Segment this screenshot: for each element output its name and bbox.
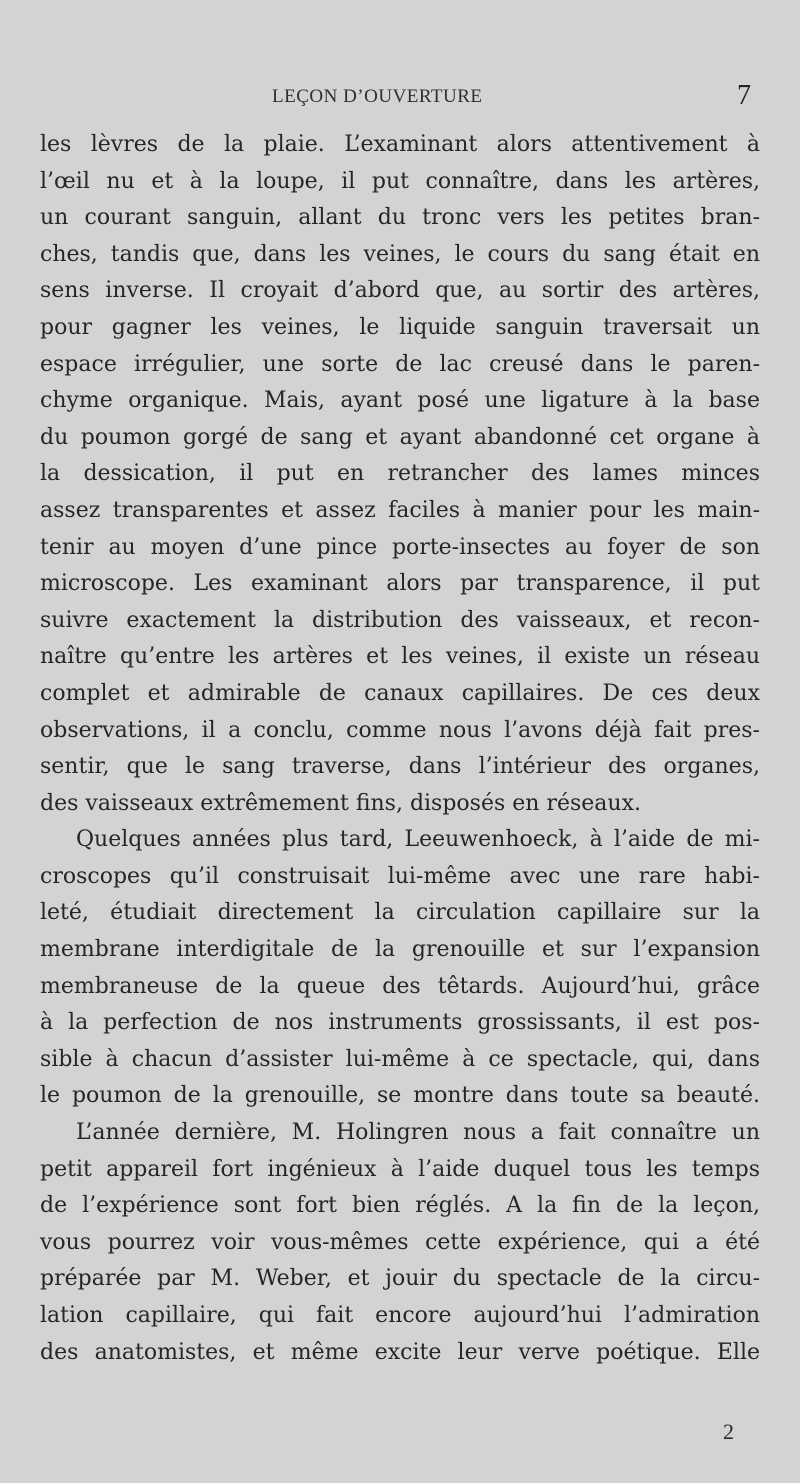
page-number: 7 [737, 80, 751, 111]
text-line: suivre exactement la distribution des vaisseaux, et recon- [40, 607, 760, 633]
text-line: croscopes qu’il construisait lui-même avec une rare habi- [40, 863, 760, 889]
text-line: membraneuse de la queue des têtards. Aujourd’hui, grâce [40, 973, 760, 999]
text-line: complet et admirable de canaux capillaires. De ces deux [40, 680, 760, 706]
text-line: pour gagner les veines, le liquide sanguin traversait un [40, 314, 760, 340]
text-line: un courant sanguin, allant du tronc vers les petites bran- [40, 205, 760, 231]
text-line: naître qu’entre les artères et les veines, il existe un réseau [40, 644, 760, 670]
text-line: l’œil nu et à la loupe, il put connaître, dans les artères, [40, 168, 760, 194]
text-line: assez transparentes et assez faciles à manier pour les main- [40, 497, 760, 523]
text-line: sentir, que le sang traverse, dans l’intérieur des organes, [40, 754, 760, 780]
text-line: observations, il a conclu, comme nous l’avons déjà fait pres- [40, 717, 760, 743]
paragraph-end-line: des vaisseaux extrêmement fins, disposés en réseaux. [40, 790, 641, 816]
text-line: les lèvres de la plaie. L’examinant alors attentivement à [40, 132, 760, 157]
text-line: des anatomistes, et même excite leur verve poétique. Elle [40, 1339, 760, 1365]
text-line: vous pourrez voir vous-mêmes cette expérience, qui a été [40, 1229, 760, 1255]
body-text [40, 127, 760, 1371]
running-title: LEÇON D’OUVERTURE [272, 86, 483, 107]
text-line: la dessication, il put en retrancher des lames minces [40, 461, 760, 487]
paragraph-start-line: Quelques années plus tard, Leeuwenhoeck, à l’aide de mi- [76, 827, 760, 853]
text-line: sens inverse. Il croyait d’abord que, au sortir des artères, [40, 278, 760, 304]
signature-mark: 2 [723, 1419, 734, 1444]
text-line: leté, étudiait directement la circulation capillaire sur la [40, 900, 760, 926]
text-line: petit appareil fort ingénieux à l’aide duquel tous les temps [40, 1156, 760, 1182]
paragraph-start-line: L’année dernière, M. Holingren nous a fait connaître un [76, 1120, 760, 1146]
text-line: chyme organique. Mais, ayant posé une ligature à la base [40, 388, 760, 414]
text-line: préparée par M. Weber, et jouir du spectacle de la circu- [40, 1266, 760, 1292]
text-line: du poumon gorgé de sang et ayant abandonné cet organe à [40, 424, 760, 450]
text-line: à la perfection de nos instruments grossissants, il est pos- [40, 1010, 760, 1036]
text-line: tenir au moyen d’une pince porte-insectes au foyer de son [40, 534, 760, 560]
text-line: lation capillaire, qui fait encore aujourd’hui l’admiration [40, 1303, 760, 1328]
page-header [0, 80, 800, 116]
text-line: espace irrégulier, une sorte de lac creusé dans le paren- [40, 351, 760, 377]
text-line: de l’expérience sont fort bien réglés. A la fin de la leçon, [40, 1193, 760, 1219]
text-line: ches, tandis que, dans les veines, le cours du sang était en [40, 241, 760, 267]
text-line: sible à chacun d’assister lui-même à ce spectacle, qui, dans [40, 1046, 760, 1072]
text-line: microscope. Les examinant alors par transparence, il put [40, 571, 760, 597]
text-line: membrane interdigitale de la grenouille et sur l’expansion [40, 937, 760, 963]
paragraph-end-line: le poumon de la grenouille, se montre dans toute sa beauté. [40, 1083, 760, 1109]
